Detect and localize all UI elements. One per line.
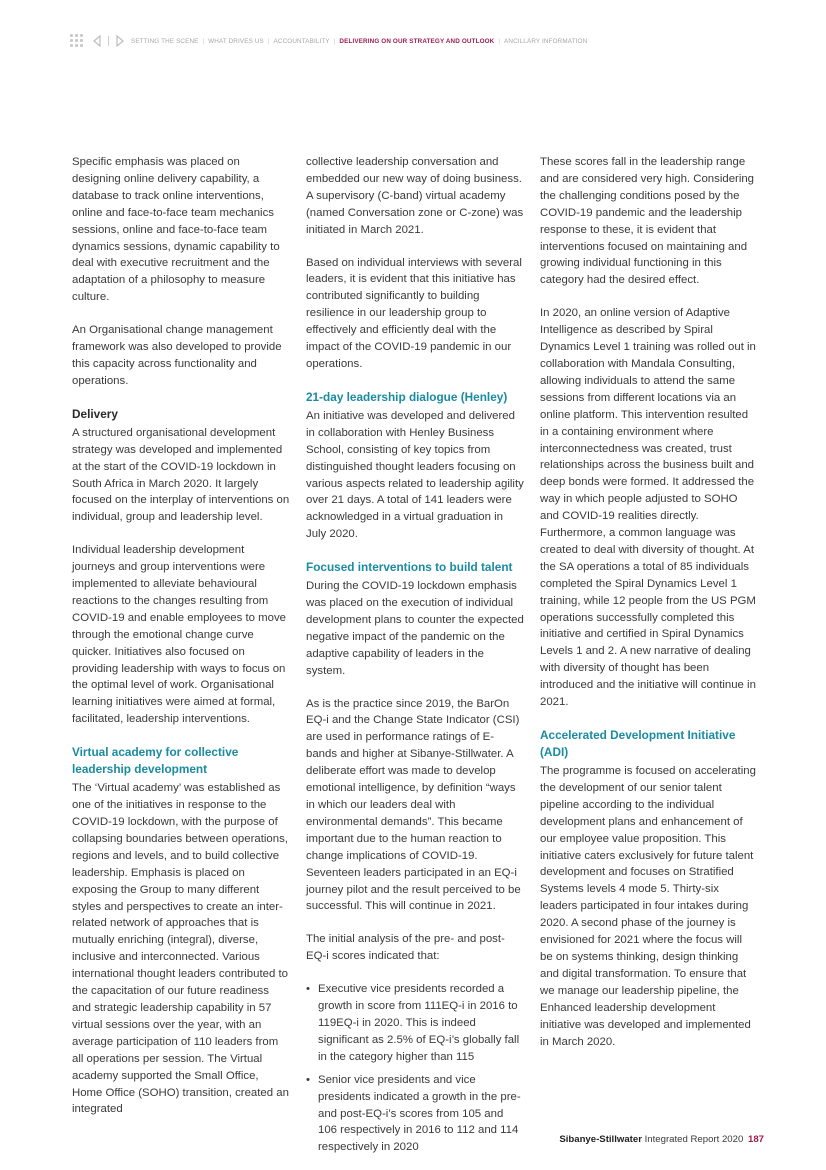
nav-link-setting-the-scene[interactable]: SETTING THE SCENE [131,37,199,45]
heading-focused-interventions: Focused interventions to build talent [306,560,513,575]
paragraph: As is the practice since 2019, the BarOn EQ-i and the Change State Indicator (CSI) are used in performance ratings of E-bands and higher at Sibanye-Stillwater. A deliberate effort was made to develop emotional intelligence, by definition “ways in which our leaders deal with environmental demands”. This became important due to the human reaction to change implications of COVID-19. Seventeen leaders participated in an EQ-i journey pilot and the result perceived to be successful. This will continue in 2021. [306,697,521,913]
nav-divider: | [202,37,205,45]
paragraph: An initiative was developed and delivered in collaboration with Henley Business School, consisting of key topics from distinguished thought leaders focusing on various aspects related to leadership agility over 21 days. A total of 141 leaders were acknowledged in a virtual graduation in July 2020. [306,409,524,541]
paragraph: Individual leadership development journeys and group interventions were implemented to alleviate behavioural reactions to the changes resulting from COVID-19 and enable employees to move through the emotional change curve quicker. Initiatives also focused on providing leadership with ways to focus on the optimal level of work. Organisational learning initiatives were aimed at formal, facilitated, leadership interventions. [72,544,287,726]
arrow-right-icon[interactable] [113,34,127,48]
paragraph: These scores fall in the leadership range and are considered very high. Considering the challenging conditions posed by the COVID-19 pandemic and the leadership response to these, it is evident that interventions focused on maintaining and growing individual functioning in this category had the desired effect. [540,156,755,287]
grid-menu-icon[interactable] [70,34,84,48]
text-column-2 [306,154,524,1170]
paragraph: A structured organisational development strategy was developed and implemented at the start of the COVID-19 lockdown in South Africa in March 2020. It largely focused on the interplay of interventions on individual, group and leadership level. [72,426,290,524]
nav-separator [108,36,109,46]
paragraph: Based on individual interviews with several leaders, it is evident that this initiative has contributed significantly to building resilience in our leadership group to effectively and efficiently deal with the impact of the COVID-19 pandemic in our operations. [306,256,522,370]
text-column-3 [540,154,756,1066]
paragraph: collective leadership conversation and embedded our new way of doing business. A supervisory (C-band) virtual academy (named Conversation zone or C-zone) was initiated in March 2021. [306,156,524,236]
list-item: • Executive vice presidents recorded a growth in score from 111EQ-i in 2016 to 119EQ-i in 2020. This is indeed significant as 2.5% of EQ-i’s globally fall in the category higher than 115 [306,981,524,1066]
list-item: • Senior vice presidents and vice presidents indicated a growth in the pre- and post-EQ-i’s scores from 105 and 106 respectively in 2016 to 112 and 114 respectively in 2020 [306,1072,524,1157]
heading-virtual-academy: Virtual academy for collective leadership development [72,745,239,777]
paragraph: The initial analysis of the pre- and post-EQ-i scores indicated that: [306,933,505,963]
heading-delivery: Delivery [72,406,118,421]
heading-accelerated-development: Accelerated Development Initiative (ADI) [540,728,736,759]
paragraph: An Organisational change management framework was also developed to provide this capacity across functionality and operations. [72,324,282,387]
arrow-left-icon[interactable] [90,34,104,48]
nav-divider: | [267,37,270,45]
paragraph: The ‘Virtual academy’ was established as one of the initiatives in response to the COVID-19 lockdown, with the purpose of collapsing boundaries between operations, regions and levels, and to build collective leadership. Emphasis is placed on exposing the Group to many different styles and perspectives to create an inter-related network of approaches that is mutually enriching (integral), diverse, inclusive and interconnected. Various international thought leaders contributed to the capacitation of our future readiness and strategic leadership capability in 57 virtual sessions over the year, with an average participation of 110 leaders from all operations per session. The Virtual academy supported the Small Office, Home Office (SOHO) transition, created an integrated [72,782,289,1116]
nav-link-what-drives-us[interactable]: WHAT DRIVES US [208,37,264,45]
nav-link-ancillary-information[interactable]: ANCILLARY INFORMATION [504,37,588,45]
page-footer [559,1134,764,1145]
paragraph: During the COVID-19 lockdown emphasis was placed on the execution of individual development plans to counter the expected negative impact of the pandemic on the adaptive capability of leaders in the system. [306,580,524,677]
section-links [131,38,587,45]
nav-link-delivering-on-strategy[interactable]: DELIVERING ON OUR STRATEGY AND OUTLOOK [339,37,495,45]
nav-divider: | [498,37,501,45]
page-number: 187 [747,1134,764,1145]
footer-report-title: Integrated Report 2020 [644,1134,744,1145]
text-column-1 [72,154,290,1134]
nav-divider: | [333,37,336,45]
nav-link-accountability[interactable]: ACCOUNTABILITY [273,37,330,45]
bullet-list [306,981,524,1156]
paragraph: The programme is focused on accelerating the development of our senior talent pipeline according to the individual development plans and enhancement of our employee value proposition. This initiative caters exclusively for future talent development and focuses on Stratified Systems levels 4 mode 5. Thirty-six leaders participated in four intakes during 2020. A second phase of the journey is envisioned for 2021 where the focus will be on systems thinking, design thinking and digital transformation. To ensure that we manage our leadership pipeline, the Enhanced leadership development initiative was developed and implemented in March 2020. [540,765,756,1048]
heading-leadership-dialogue: 21-day leadership dialogue (Henley) [306,389,508,404]
paragraph: Specific emphasis was placed on designing online delivery capability, a database to track online interventions, online and face-to-face team mechanics sessions, online and face-to-face team dynamics sessions, dynamic capability to deal with executive recruitment and the adaptation of a philosophy to measure culture. [72,156,280,304]
top-navigation [70,33,587,49]
paragraph: In 2020, an online version of Adaptive Intelligence as described by Spiral Dynamics Level 1 training was rolled out in collaboration with Mandala Consulting, allowing individuals to attend the same sessions from different locations via an online platform. This intervention resulted in a containing environment where interconnectedness was created, trust relationships across the business built and deep bonds were formed. It addressed the way in which people adjusted to SOHO and COVID-19 realities directly. Furthermore, a common language was created to deal with diversity of thought. At the SA operations a total of 85 individuals completed the Spiral Dynamics Level 1 training, while 12 people from the US PGM operations successfully completed this initiative and certified in Spiral Dynamics Levels 1 and 2. A new narrative of dealing with diversity of thought has been introduced and the initiative will continue in 2021. [540,307,756,709]
footer-brand: Sibanye-Stillwater [559,1134,642,1145]
